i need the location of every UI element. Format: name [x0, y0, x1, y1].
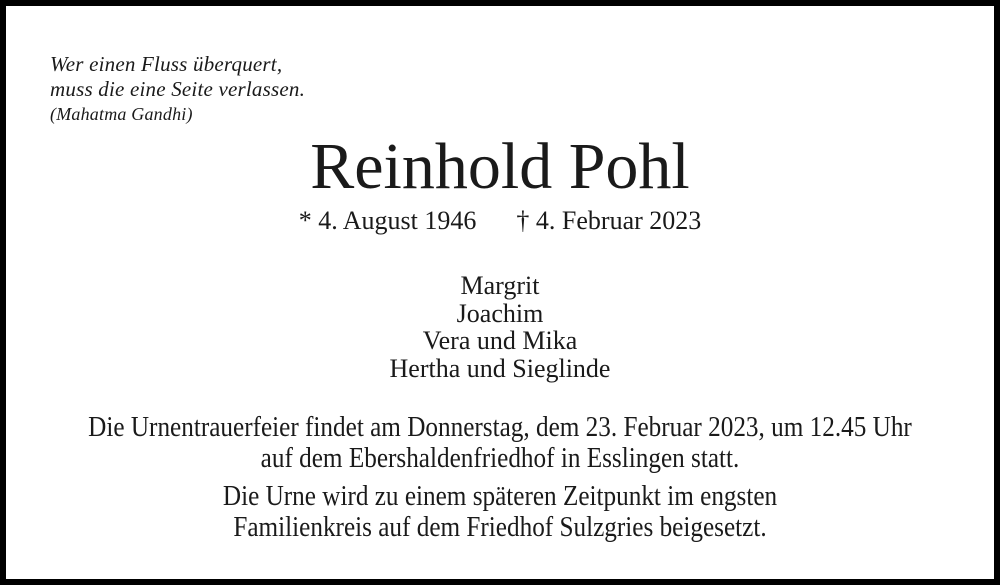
burial-line-1: Die Urne wird zu einem späteren Zeitpunkt im engsten — [222, 481, 778, 512]
quote-line-2: muss die eine Seite verlassen. — [50, 77, 306, 101]
service-line-1: Die Urnentrauerfeier findet am Donnerstag, dem 23. Februar 2023, um 12.45 Uhr — [88, 412, 912, 443]
life-dates — [6, 207, 994, 235]
service-info — [55, 412, 944, 474]
family-member: Margrit — [460, 271, 540, 300]
burial-line-2: Familienkreis auf dem Friedhof Sulzgries beigesetzt. — [233, 512, 767, 543]
quote-attribution: (Mahatma Gandhi) — [50, 104, 193, 124]
service-line-2: auf dem Ebershaldenfriedhof in Esslingen statt. — [260, 443, 740, 474]
family-member: Hertha und Sieglinde — [389, 353, 611, 383]
deceased-name: Reinhold Pohl — [310, 130, 690, 203]
family-names — [6, 272, 994, 382]
death-date: † 4. Februar 2023 — [516, 206, 702, 235]
birth-date: * 4. August 1946 — [298, 206, 477, 235]
quote-block — [50, 52, 305, 126]
family-member: Vera und Mika — [422, 326, 578, 355]
quote-line-1: Wer einen Fluss überquert, — [50, 52, 283, 76]
burial-info — [55, 481, 944, 543]
family-member: Joachim — [456, 298, 544, 328]
